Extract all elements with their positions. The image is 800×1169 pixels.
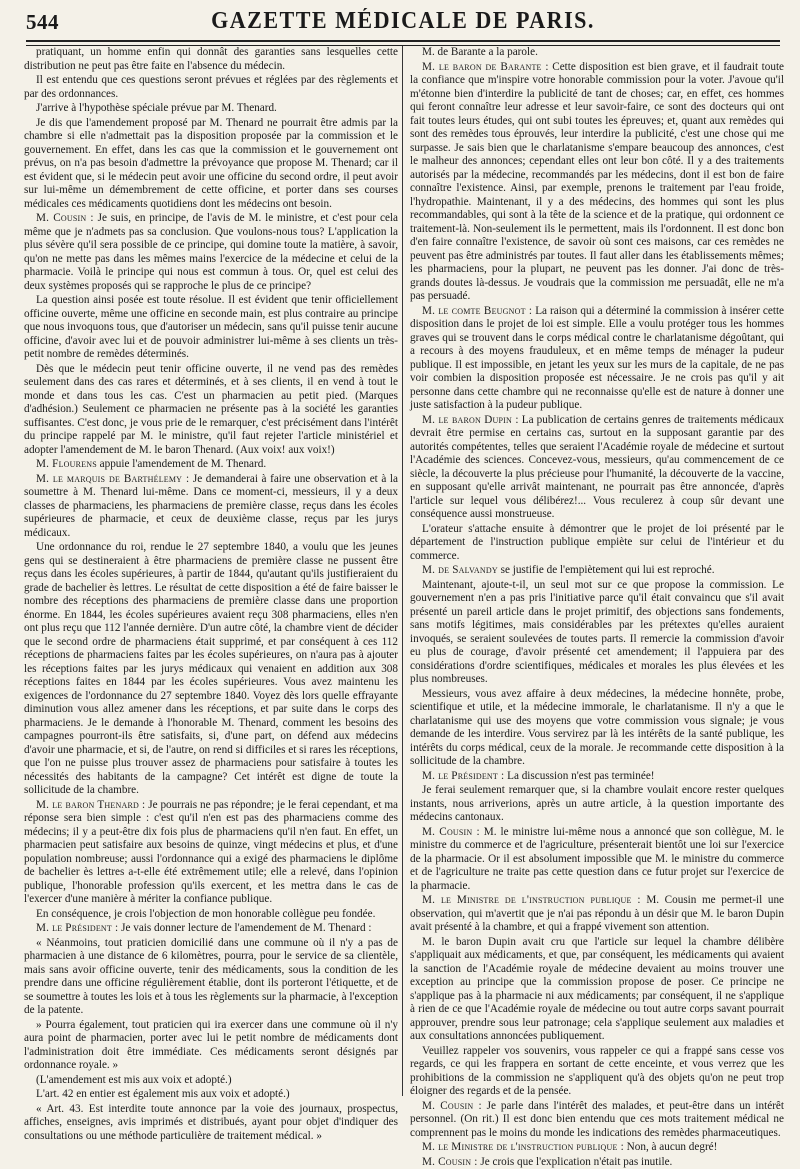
paragraph (410, 1156, 784, 1169)
paragraph-text: Je crois que l'explication n'était pas inutile. (480, 1156, 672, 1168)
paragraph-text: Veuillez rappeler vos souvenirs, vous rappeler ce qui a frappé sans cesse vos regards, ce qui les frappera en sortant de cette enceinte, et vous verrez que les prohibitions de la commission ne s'appliquent qu'à des objets qu'on ne peut trop éloigner des regards et de la pensée. (410, 1045, 784, 1098)
paragraph (24, 937, 398, 1018)
paragraph (24, 1074, 398, 1088)
paragraph (410, 1045, 784, 1099)
paragraph-text: (L'amendement est mis aux voix et adopté.) (36, 1074, 232, 1086)
page-header (26, 8, 780, 40)
speaker-name: M. le baron Dupin : (422, 414, 519, 426)
column-divider (402, 46, 403, 1096)
paragraph (410, 1100, 784, 1141)
paragraph (24, 102, 398, 116)
paragraph-text: Dès que le médecin peut tenir officine ouverte, il ne vend pas des remèdes seulement dans des cas rares et déterminés, et à ses clients, il en vend à tout le monde et dans tous les cas. C'est un pharmacien au petit pied. (Marques d'adhésion.) Seulement ce pharmacien ne présente pas à la société les garanties suffisantes. C'est donc, je vous prie de le remarquer, c'est précisément dans l'intérêt du principe rappelé par M. le ministre, qu'il faut rejeter l'article ministériel et adopter l'amendement de M. le baron Thenard. (Aux voix! aux voix!) (24, 363, 398, 456)
paragraph (24, 458, 398, 472)
paragraph (24, 1103, 398, 1144)
paragraph-text: Je dis que l'amendement proposé par M. Thenard ne pourrait être admis par la chambre si elle n'admettait pas la disposition proposée par la commission et le gouvernement. En effet, dans les cas que la commission et le gouvernement ont prévus, on n'a pas besoin d'admettre la prévoyance que propose M. Thenard; car il est évident que, si le médecin peut avoir une officine du second ordre, il peut avoir sur lui-même un démembrement de cette officine, et porter dans ses courses médicales ces médicaments quotidiens dont les médecins ont besoin. (24, 117, 398, 210)
paragraph-text: J'arrive à l'hypothèse spéciale prévue par M. Thenard. (36, 102, 277, 114)
paragraph-text: M. de Barante a la parole. (422, 46, 538, 58)
paragraph (24, 1088, 398, 1102)
speaker-name: M. de Salvandy (422, 564, 498, 576)
speaker-name: M. le Ministre de l'instruction publique : (422, 1141, 624, 1153)
paragraph (24, 908, 398, 922)
paragraph-text: La discussion n'est pas terminée! (507, 770, 654, 782)
speaker-name: M. Cousin : (422, 826, 480, 838)
paragraph (24, 922, 398, 936)
paragraph-text: Je demanderai à faire une observation et à la soumettre à M. Thenard lui-même. Dans ce moment-ci, messieurs, il y a deux classes de pharmaciens, les pharmaciens de première classe, reçus dans les écoles supérieures de pharmacie, et ceux de deuxième classe, reçus par les jurys médicaux. (24, 473, 398, 539)
paragraph (410, 414, 784, 522)
paragraph (410, 46, 784, 60)
speaker-name: M. le baron Thenard : (36, 799, 145, 811)
paragraph (24, 541, 398, 798)
speaker-name: M. le baron de Barante : (422, 61, 549, 73)
paragraph-text: Messieurs, vous avez affaire à deux médecines, la médecine honnête, probe, scientifique et utile, et la médecine immorale, le charlatanisme. Il n'y a que le charlatanisme qui use des moyens que votre commission vous signale; je vous demande de les interdire. Vous servirez par là les intérêts de la santé publique, les intérêts du corps médical, ceux de la morale. Je recommande cette disposition à la sollicitude de la chambre. (410, 688, 784, 768)
paragraph-text: Il est entendu que ces questions seront prévues et réglées par des règlements et par des ordonnances. (24, 74, 398, 100)
paragraph (410, 770, 784, 784)
paragraph (410, 936, 784, 1044)
paragraph-text: pratiquant, un homme enfin qui donnât des garanties sans lesquelles cette distribution ne peut pas être faite en l'absence du médecin. (24, 46, 398, 72)
paragraph (410, 784, 784, 825)
paragraph-text: Je vais donner lecture de l'amendement de M. Thenard : (121, 922, 371, 934)
paragraph (24, 363, 398, 458)
paragraph-text: Je pourrais ne pas répondre; je le ferai cependant, et ma réponse sera bien simple : c'est qu'il n'en est pas des pharmaciens comme des médecins; il y a peut-être dix fois plus de pharmaciens qu'il n'en faut. En effet, un pharmacien peut satisfaire aux besoins de quinze, vingt médecins et plus, et d'une population nombreuse; aussi l'ordonnance qui a exigé des pharmaciens le diplôme de bachelier ès lettres a-t-elle été extrêmement utile; elle a relevé, dans l'opinion publique, l'honorable profession qu'ils exercent, et les mettra dans le cas de l'exercer d'une manière à mériter la confiance publique. (24, 799, 398, 906)
paragraph (410, 523, 784, 564)
paragraph (410, 564, 784, 578)
left-column (24, 46, 398, 1096)
paragraph (24, 799, 398, 907)
paragraph (410, 894, 784, 935)
paragraph-text: M. le baron Dupin avait cru que l'article sur lequel la chambre délibère s'appliquait aux médicaments, et que, par conséquent, les médicaments qui avaient la sanction de l'Académie royale de médecine devaient au moins trouver une exception au principe que la commission propose de poser. Ce principe ne s'applique pas à la pharmacie ni aux médicaments; par conséquent, il ne s'applique à rien de ce que l'Académie royale de médecine ou tout autre corps savant pourrait approuver, prendre sous leur patronage; cela s'applique seulement aux maladies et aux consultations annoncées publiquement. (410, 936, 784, 1043)
paragraph-text: Cette disposition est bien grave, et il faudrait toute la confiance que m'inspire votre honorable commission pour la voter. J'avoue qu'il m'étonne bien d'interdire la publicité de tant de choses; car, en effet, ces hommes qui feront connaître leur adresse et leur savoir-faire, ce sont des docteurs qui ont fait toutes leurs études, qui ont subi toutes les épreuves; et, quant aux remèdes qui sont des remèdes tous éprouvés, leur interdire la publicité, c'est une chose qui me surpasse. Je sais bien que le charlatanisme s'empare beaucoup des annonces, c'est le malheur des annonces; cependant elles ont leur bon côté. Il y a des traitements autorisés par la médecine, recommandés par les médecins, dont il est bon de faire connaître l'existence. Ainsi, par exemple, prenons le traitement par l'eau froide, l'hydropathie. Maintenant, il y a des médecins, des hommes qui sont les plus recommandables, qui sont à la tête de la science et de la pratique, qui ordonnent ce traitement-là. Non-seulement ils le permettent, mais ils l'ordonnent. Il est donc bon d'en faire connaître l'existence, de savoir où sont ces maisons, car ces remèdes ne peuvent pas être administrés par toutes. Il faut aller dans les établissements mêmes; les pharmaciens, pour la plupart, ne peuvent pas les donner. J'ai donc de très-grands doutes là-dessus. Je voudrais que la commission me persuadât, elle ne m'a pas persuadé. (410, 61, 784, 303)
paragraph (410, 305, 784, 413)
paragraph-text: se justifie de l'empiètement qui lui est reproché. (501, 564, 715, 576)
speaker-name: M. le comte Beugnot : (422, 305, 532, 317)
paragraph-text: La raison qui a déterminé la commission à insérer cette disposition dans le projet de loi est simple. Elle a voulu protéger tous les hommes graves qui se trouvent dans le corps médical contre le charlatanisme dégoûtant, qui a recours à des moyens frauduleux, et en même temps de ménager la pudeur publique. Il est impossible, en jetant les yeux sur les murs de la capitale, de ne pas voir combien la disposition proposée est nécessaire. Je ne crois pas qu'il y ait personne dans cette chambre qui ne reconnaisse qu'elle est de nature à donner une juste satisfaction à la pudeur publique. (410, 305, 784, 412)
paragraph (24, 473, 398, 541)
paragraph-text: M. le ministre lui-même nous a annoncé que son collègue, M. le ministre du commerce et de l'agriculture, présenterait bientôt une loi sur l'exercice de la pharmacie. Or il est absolument impossible que M. le ministre du commerce et de l'agriculture ne traite pas cette question dans ce futur projet sur l'exercice de la pharmacie. (410, 826, 784, 892)
journal-title: GAZETTE MÉDICALE DE PARIS. (56, 8, 750, 35)
paragraph (410, 826, 784, 894)
speaker-name: M. Cousin : (422, 1100, 482, 1112)
paragraph-text: M. Cousin me permet-il une observation, qui m'avertit que je n'ai pas répondu à un désir que M. le baron Dupin avait présenté à la chambre, et qui a frappé vivement son attention. (410, 894, 784, 933)
paragraph (24, 74, 398, 101)
paragraph (24, 212, 398, 293)
paragraph-text: Non, à aucun degré! (627, 1141, 718, 1153)
speaker-name: M. Cousin : (36, 212, 94, 224)
speaker-name: M. le Président : (422, 770, 504, 782)
paragraph-text: L'orateur s'attache ensuite à démontrer que le projet de loi présenté par le département de l'instruction publique empiète sur celui de l'intérieur et du commerce. (410, 523, 784, 562)
paragraph-text: Une ordonnance du roi, rendue le 27 septembre 1840, a voulu que les jeunes gens qui se destineraient à être pharmaciens de première classe ne pussent être reçus dans les écoles supérieures, à partir de 1844, qu'autant qu'ils justifieraient du grade de bachelier ès lettres. Le résultat de cette disposition a été de faire baisser le nombre des réceptions des pharmaciens de première classe dans une proportion énorme. En 1844, les écoles supérieures avaient reçu 308 pharmaciens, elles n'en ont plus reçu que 112 l'année dernière. D'un autre côté, la chambre vient de décider que le second ordre de pharmaciens était supprimé, et par conséquent à ces 112 réceptions de pharmaciens faites par les écoles supérieures, on n'aura pas à ajouter les réceptions faites par les jurys médicaux qui venaient en addition aux 308 réceptions faites en 1844 par les écoles supérieures. Vous avez maintenu les exigences de l'ordonnance du 27 septembre 1840. Voyez dès lors quelle effrayante diminution vous allez amener dans les réceptions, et par suite dans le corps des pharmaciens. Je le demande à l'honorable M. Thenard, comment les besoins des campagnes pourront-ils être satisfaits, si, d'une part, on défend aux médecins d'avoir une pharmacie, et si, de l'autre, on rend si difficiles et si rares les réceptions, que l'on ne puisse plus trouver assez de pharmaciens pour satisfaire à toutes les nécessités des habitants de la campagne? Cet intérêt est digne de toute la sollicitude de la chambre. (24, 541, 398, 796)
paragraph-text: « Néanmoins, tout praticien domicilié dans une commune où il n'y a pas de pharmacien à une distance de 6 kilomètres, pourra, pour le service de sa clientèle, mais sans avoir officine ouverte, tenir des médicaments, sous la condition de les prendre dans une officine régulièrement établie, dont ils porteront l'étiquette, et de se soumettre à toutes les lois et à tous les règlements sur la pharmacie, à l'exception de la patente. (24, 937, 398, 1017)
paragraph-text: Je suis, en principe, de l'avis de M. le ministre, et c'est pour cela même que je n'admets pas sa conclusion. Que voulons-nous tous? L'application la plus sévère qu'il sera possible de ce principe, qui domine toute la matière, à savoir, qu'on ne mette pas dans les mêmes mains l'exercice de la médecine et celui de la pharmacie. Voilà le principe qui nous est commun à tous. Or, quel est celui des deux systèmes proposés qui se rapproche le plus de ce principe? (24, 212, 398, 292)
paragraph (24, 117, 398, 212)
speaker-name: M. Flourens (36, 458, 97, 470)
paragraph-text: Je parle dans l'intérêt des malades, et peut-être dans un intérêt personnel. (On rit.) Il est donc bien entendu que ces mots traitement médical ne comprennent pas le moins du monde les indications des remèdes pharmaceutiques. (410, 1100, 784, 1139)
paragraph (410, 1141, 784, 1155)
paragraph (24, 1019, 398, 1073)
paragraph-text: En conséquence, je crois l'objection de mon honorable collègue peu fondée. (36, 908, 375, 920)
right-column (410, 46, 784, 1096)
speaker-name: M. le Ministre de l'instruction publique : (422, 894, 641, 906)
paragraph-text: Maintenant, ajoute-t-il, un seul mot sur ce que propose la commission. Le gouvernement n'en a pas pris l'initiative parce qu'il était convaincu que s'il avait présenté un pareil article dans le projet primitif, des objections sans fondements, sans motifs légitimes, mais considérables par les prétextes qu'elles auraient invoqués, se seraient soulevées de toutes parts. Il remercie la commission d'avoir eu plus de courage, d'avoir présenté cet amendement; il l'appuiera par des considérations d'ordre scientifiques, médicales et morales les plus élevées et les plus nombreuses. (410, 579, 784, 686)
paragraph-text: « Art. 43. Est interdite toute annonce par la voie des journaux, prospectus, affiches, enseignes, avis imprimés et distribués, ayant pour objet d'indiquer des consultations ou une méthode particulière de traitement médical. » (24, 1103, 398, 1142)
paragraph-text: La publication de certains genres de traitements médicaux devrait être permise en certains cas, surtout en la supposant garantie par des autorités compétentes, telles que seraient l'Académie royale de médecine et surtout l'Académie des sciences. Concevez-vous, messieurs, qu'au commencement de ce siècle, la découverte la plus précieuse pour l'humanité, la découverte de la vaccine, en supposant qu'elle arrivât maintenant, ne pourrait pas être annoncée, d'après l'article sur lequel vous délibérez!... Vous reculerez à coup sûr devant une conséquence aussi monstrueuse. (410, 414, 784, 521)
paragraph (410, 579, 784, 687)
paragraph-text: » Pourra également, tout praticien qui ira exercer dans une commune où il n'y aura point de pharmacien, porter avec lui le petit nombre de médicaments dont l'administration doit être immédiate. Ces médicaments seront désignés par ordonnance royale. » (24, 1019, 398, 1072)
paragraph (24, 294, 398, 362)
paragraph-text: Je ferai seulement remarquer que, si la chambre voulait encore rester quelques instants, nous arriverions, après un autre article, à la question importante des médecins cantonaux. (410, 784, 784, 823)
speaker-name: M. le marquis de Barthélemy : (36, 473, 189, 485)
paragraph-text: appuie l'amendement de M. Thenard. (100, 458, 266, 470)
page-number: 544 (26, 10, 59, 35)
paragraph-text: La question ainsi posée est toute résolue. Il est évident que tenir officiellement officine ouverte, même une officine en seconde main, est plus contraire au principe que nous invoquons tous, que d'autoriser un médecin, sans qu'il puisse tenir aucune officine, d'avoir avec lui et de pouvoir administrer lui-même à ses clients un très-petit nombre de remèdes déterminés. (24, 294, 398, 360)
paragraph (410, 688, 784, 769)
paragraph (24, 46, 398, 73)
speaker-name: M. le Président : (36, 922, 118, 934)
paragraph (410, 61, 784, 304)
speaker-name: M. Cousin : (422, 1156, 478, 1168)
paragraph-text: L'art. 42 en entier est également mis aux voix et adopté.) (36, 1088, 290, 1100)
